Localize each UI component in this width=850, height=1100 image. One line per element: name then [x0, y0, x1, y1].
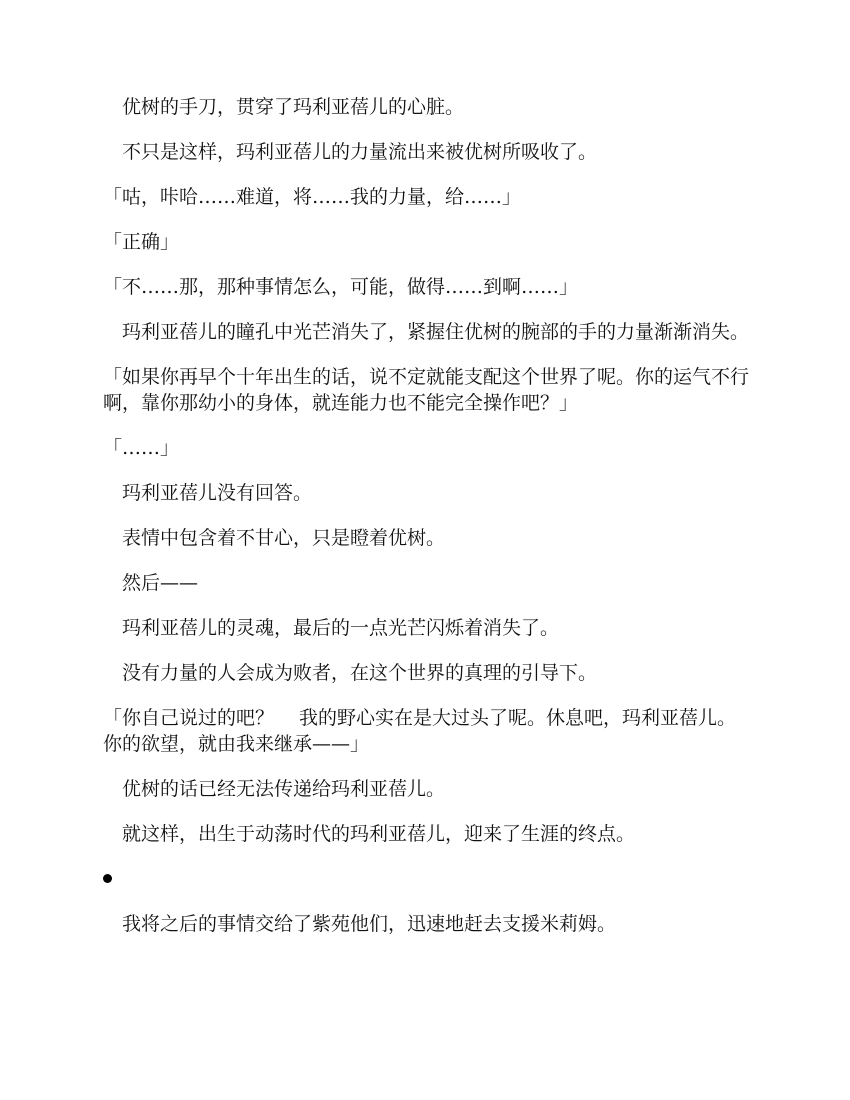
bullet-dot-icon	[103, 874, 112, 883]
narration-paragraph: 没有力量的人会成为败者，在这个世界的真理的引导下。	[122, 662, 598, 684]
narration-paragraph: 我将之后的事情交给了紫苑他们，迅速地赶去支援米莉姆。	[122, 913, 617, 935]
dialogue-paragraph: 「……」	[103, 437, 180, 459]
narration-paragraph: 就这样，出生于动荡时代的玛利亚蓓儿，迎来了生涯的终点。	[122, 823, 636, 845]
section-bullet	[103, 866, 753, 892]
narration-paragraph: 优树的手刀，贯穿了玛利亚蓓儿的心脏。	[122, 96, 465, 118]
dialogue-paragraph: 「你自己说过的吧？ 我的野心实在是大过头了呢。休息吧，玛利亚蓓儿。你的欲望，就由我来继承——」	[103, 707, 737, 755]
dialogue-paragraph: 「不……那，那种事情怎么，可能，做得……到啊……」	[103, 276, 579, 298]
narration-paragraph: 然后——	[122, 572, 199, 594]
document-body	[103, 94, 753, 956]
dialogue-paragraph: 「咕，咔哈……难道，将……我的力量，给……」	[103, 186, 522, 208]
narration-paragraph: 不只是这样，玛利亚蓓儿的力量流出来被优树所吸收了。	[122, 141, 598, 163]
narration-paragraph: 玛利亚蓓儿没有回答。	[122, 482, 313, 504]
narration-paragraph: 表情中包含着不甘心，只是瞪着优树。	[122, 527, 446, 549]
dialogue-paragraph: 「正确」	[103, 231, 180, 253]
narration-paragraph: 玛利亚蓓儿的瞳孔中光芒消失了，紧握住优树的腕部的手的力量渐渐消失。	[122, 321, 750, 343]
narration-paragraph: 玛利亚蓓儿的灵魂，最后的一点光芒闪烁着消失了。	[122, 617, 560, 639]
narration-paragraph: 优树的话已经无法传递给玛利亚蓓儿。	[122, 778, 446, 800]
dialogue-paragraph: 「如果你再早个十年出生的话，说不定就能支配这个世界了呢。你的运气不行啊，靠你那幼小的身体，就连能力也不能完全操作吧？」	[103, 366, 750, 414]
